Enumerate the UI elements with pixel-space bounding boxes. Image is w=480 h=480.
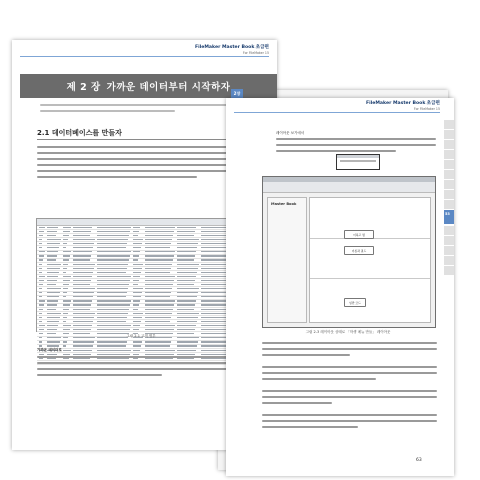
- customer-list-figure: [36, 218, 248, 332]
- chapter-tab: [444, 200, 454, 210]
- chapter-tab: [444, 246, 454, 256]
- chapter-tab-active: [444, 210, 454, 225]
- chapter-tab: [444, 150, 454, 160]
- section-title: 2.1 데이터베이스를 만들자: [37, 129, 122, 137]
- chapter-tab: [444, 190, 454, 200]
- header-subtitle: For FileMaker 15: [242, 51, 269, 55]
- header-book-title: FileMaker Master Book: [194, 45, 255, 50]
- screenshot-layout-canvas: [309, 197, 431, 323]
- right-page-number: 63: [416, 458, 422, 463]
- intro-label: 레이아웃 보기에서: [276, 131, 305, 135]
- chapter-tab: [444, 140, 454, 150]
- figure-caption: 그림 2-1 고객 명부: [126, 334, 156, 338]
- right-body-paragraph: [262, 342, 437, 432]
- right-figure-caption: 그림 2-3 레이아웃 상태로 「학생 메뉴 만들」 레이아웃: [305, 330, 391, 334]
- chapter-tab: [444, 256, 454, 266]
- page-header: [195, 44, 269, 55]
- chapter-tabs: [444, 98, 454, 476]
- screenshot-window-title: Master Book: [271, 202, 297, 206]
- header-book-title-right: FileMaker Master Book: [365, 101, 426, 106]
- filemaker-layout-screenshot: [262, 176, 436, 328]
- chapter-tab: [444, 170, 454, 180]
- page-header-right: [366, 100, 440, 111]
- popup-callout: [336, 154, 380, 170]
- chapter-tab: [444, 226, 454, 236]
- chapter-tab: [444, 160, 454, 170]
- header-book-suffix: 초급편: [255, 45, 269, 50]
- header-rule-right: [234, 112, 440, 113]
- subheading: 가까운 데이터로: [37, 348, 62, 352]
- header-rule: [20, 56, 269, 57]
- screenshot-toolbar: [263, 182, 435, 193]
- screenshot-side-panel: [267, 197, 307, 323]
- header-book-suffix-right: 초급편: [426, 101, 440, 106]
- chapter-tab-badge: 2장: [231, 89, 243, 99]
- chapter-tab: [444, 266, 454, 276]
- spreadsheet-toolbar: [37, 219, 247, 226]
- field-box-c: 일반 코드: [344, 298, 366, 307]
- chapter-tab: [444, 236, 454, 246]
- header-subtitle-right: For FileMaker 15: [413, 107, 440, 111]
- chapter-tab: [444, 130, 454, 140]
- field-box-a: 이하고 명: [344, 230, 374, 239]
- field-box-b: 이름과 필드: [344, 246, 374, 255]
- chapter-tab-label: 53: [445, 212, 450, 216]
- chapter-number: 제 2 장: [66, 82, 101, 93]
- chapter-tab: [444, 120, 454, 130]
- right-page: [226, 98, 454, 476]
- chapter-tab: [444, 180, 454, 190]
- chapter-title: 가까운 데이터부터 시작하자: [106, 82, 231, 93]
